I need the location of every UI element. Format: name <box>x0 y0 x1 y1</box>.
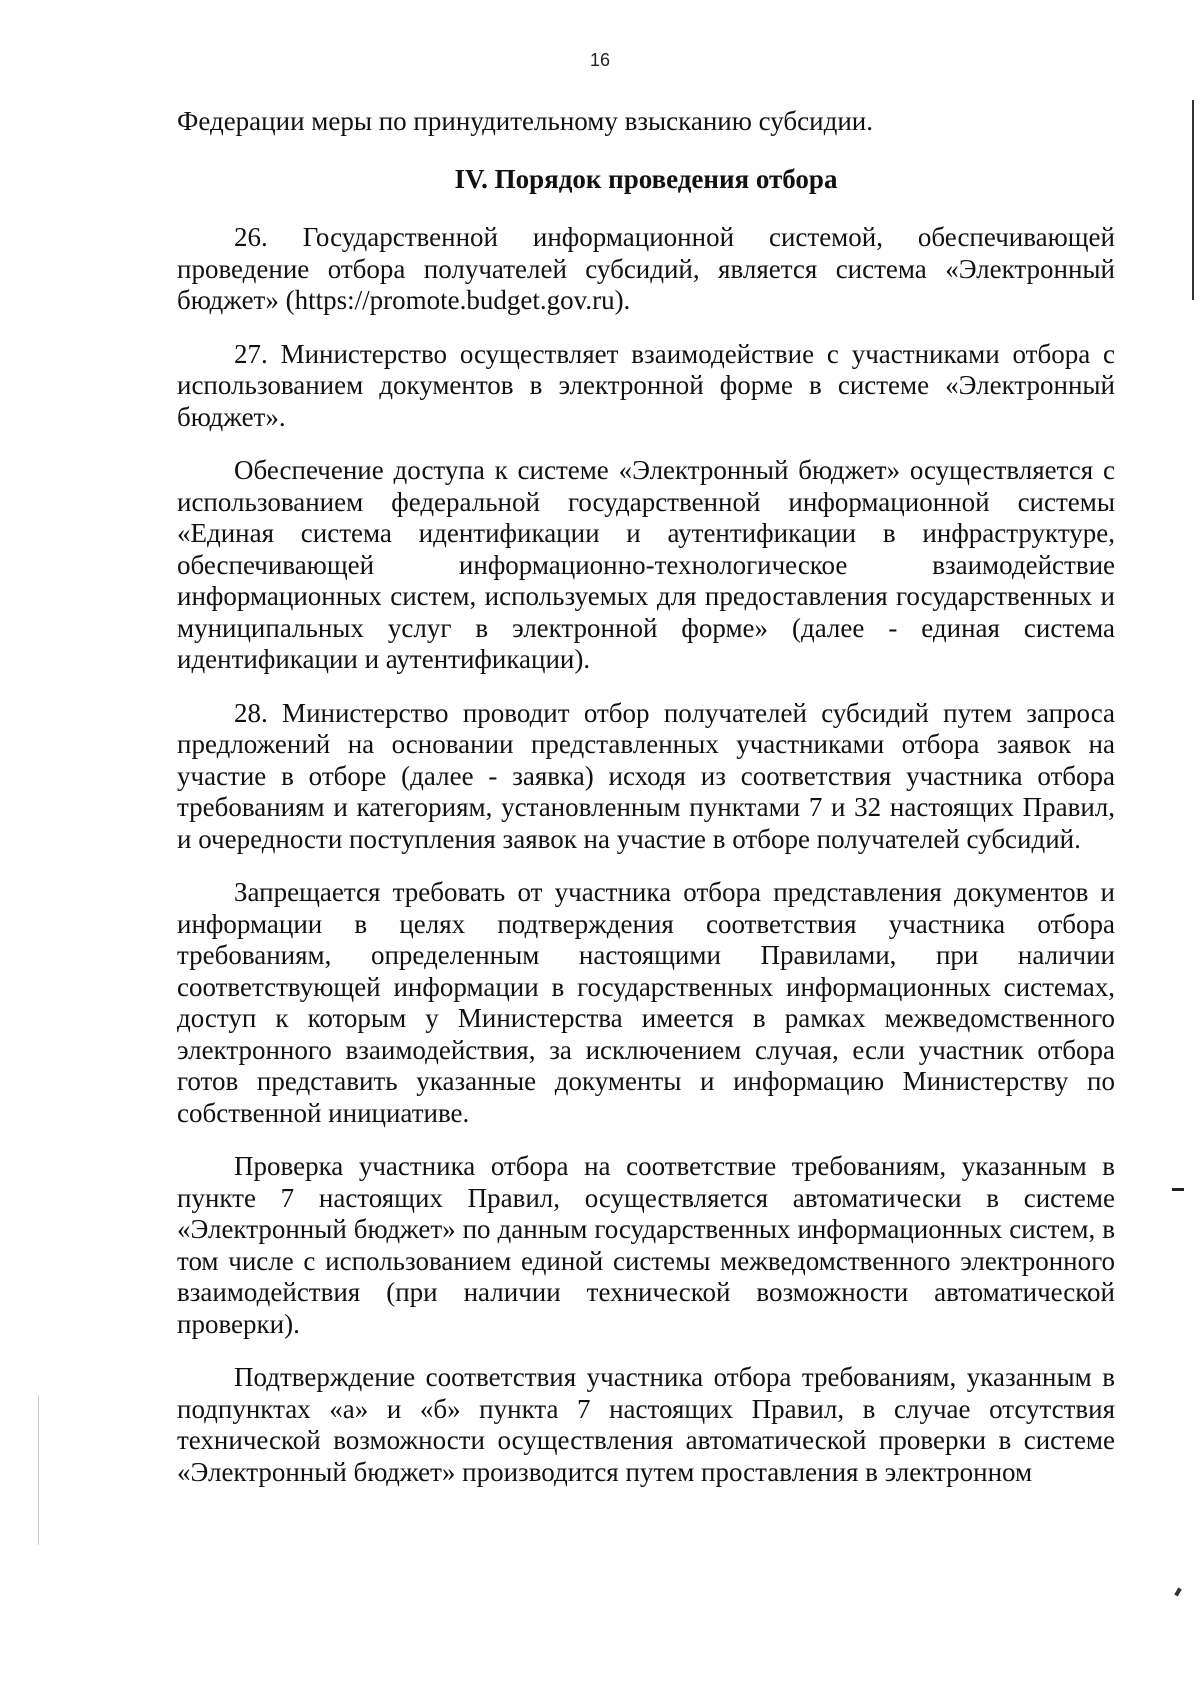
scan-edge-mark <box>1192 100 1194 300</box>
opening-line: Федерации меры по принудительному взысканию субсидии. <box>177 106 873 136</box>
paragraph-26: 26. Государственной информационной системой, обеспечивающей проведение отбора получателей субсидий, является система «Электронный бюджет» (https://promote.budget.gov.ru). <box>177 222 1115 315</box>
document-body <box>177 106 1115 1488</box>
page-number: 16 <box>589 50 611 70</box>
section-heading: IV. Порядок проведения отбора <box>454 163 838 194</box>
scan-tick-mark <box>1174 1588 1181 1597</box>
paragraph-28: 28. Министерство проводит отбор получателей субсидий путем запроса предложений на основании представленных участниками отбора заявок на участие в отборе (далее - заявка) исходя из соответствия участника отбора требованиям и категориям, установленным пунктами 7 и 32 настоящих Правил, и очередности поступления заявок на участие в отборе получателей субсидий. <box>177 697 1115 854</box>
paragraph-27: 27. Министерство осуществляет взаимодействие с участниками отбора с использованием документов в электронной форме в системе «Электронный бюджет». <box>177 338 1115 432</box>
paragraph-access: Обеспечение доступа к системе «Электронный бюджет» осуществляется с использованием федеральной государственной информационной системы «Единая система идентификации и аутентификации в инфраструктуре, обеспечивающей информационно-технологическое взаимодействие информационных систем, используемых для предоставления государственных и муниципальных услуг в электронной форме» (далее - единая система идентификации и аутентификации). <box>177 455 1115 674</box>
paragraph-prohibition: Запрещается требовать от участника отбора представления документов и информации в целях подтверждения соответствия участника отбора требованиям, определенным настоящими Правилами, при наличии соответствующей информации в государственных информационных системах, доступ к которым у Министерства имеется в рамках межведомственного электронного взаимодействия, за исключением случая, если участник отбора готов представить указанные документы и информацию Министерству по собственной инициативе. <box>177 877 1115 1128</box>
scan-dash-mark <box>1172 1188 1184 1191</box>
paragraph-verification: Проверка участника отбора на соответствие требованиям, указанным в пункте 7 настоящих Правил, осуществляется автоматически в системе «Электронный бюджет» по данным государственных информационных систем, в том числе с использованием единой системы межведомственного электронного взаимодействия (при наличии технической возможности автоматической проверки). <box>177 1151 1115 1339</box>
paragraph-confirmation: Подтверждение соответствия участника отбора требованиям, указанным в подпунктах «а» и «б» пункта 7 настоящих Правил, в случае отсутствия технической возможности осуществления автоматической проверки в системе «Электронный бюджет» производится путем проставления в электронном <box>177 1362 1115 1487</box>
scan-edge-mark-left <box>38 1395 39 1545</box>
